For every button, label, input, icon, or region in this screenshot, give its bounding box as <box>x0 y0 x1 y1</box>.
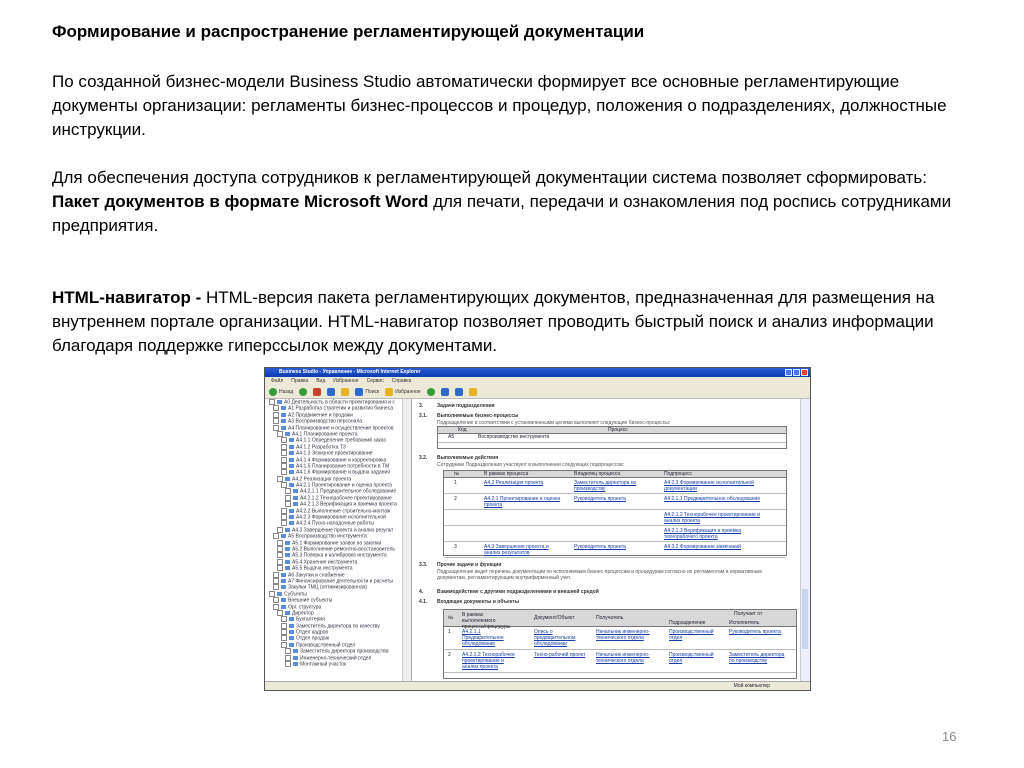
section-4-number: 4. <box>419 589 424 595</box>
col-recipient: Получатель <box>596 615 624 621</box>
table-cell[interactable]: А4.2.1.2 Технорабочее проектирование и анализ проекта <box>462 652 515 670</box>
folder-icon <box>289 438 294 442</box>
expand-icon[interactable] <box>273 418 279 424</box>
navigation-tree <box>265 399 412 681</box>
table-cell[interactable]: Заместитель директора по производству <box>574 480 637 492</box>
folder-icon <box>281 406 286 410</box>
table-row <box>444 542 786 558</box>
search-icon <box>355 388 363 396</box>
section-32-number: 3.2. <box>419 455 428 461</box>
folder-icon <box>289 617 294 621</box>
folder-icon <box>469 388 477 396</box>
tree-item-label: Внешние субъекты <box>288 597 333 604</box>
table-cell: 2 <box>454 496 457 502</box>
document-content <box>413 399 800 681</box>
table-cell[interactable]: Руководитель проекта <box>729 629 781 635</box>
folder-icon <box>285 547 290 551</box>
incoming-table-header <box>444 610 796 630</box>
expand-icon[interactable] <box>285 501 291 507</box>
tree-item-label: А6 Закупки и снабжение <box>288 571 345 578</box>
folder-icon <box>285 432 290 436</box>
section-33-note: Подразделение ведет перечень документации по исполняемым бизнес-процессам и процедурам согласно их регламентам и нормативным документам, регламентирующим внутрифирменный учет. <box>437 569 762 581</box>
tree-item-label: Производственный отдел <box>296 642 356 649</box>
folder-icon <box>285 528 290 532</box>
expand-icon[interactable] <box>277 546 283 552</box>
folder-icon <box>293 502 298 506</box>
table-cell: 2 <box>448 652 451 658</box>
html-navigator-screenshot <box>264 367 811 691</box>
expand-icon[interactable] <box>277 559 283 565</box>
forward-button <box>299 388 307 396</box>
tree-item-label: А5.1 Формирование заявок на закупки <box>292 539 382 546</box>
browser-toolbar <box>265 385 810 399</box>
menu-item-edit: Правка <box>291 378 309 384</box>
expand-icon[interactable] <box>285 661 291 667</box>
paragraph-document-package <box>52 166 982 238</box>
tree-item-label: А2 Продвижение и продажи <box>288 412 353 419</box>
back-button: Назад <box>269 388 293 396</box>
refresh-button <box>327 388 335 396</box>
table-row <box>444 510 786 526</box>
tree-item-label: А4.2 Реализация проекта <box>292 476 352 483</box>
folder-icon <box>285 477 290 481</box>
table-cell[interactable]: А4.2.1 Проектирование и оценка проекта <box>484 496 561 508</box>
section-41-number: 4.1. <box>419 599 428 605</box>
table-cell[interactable]: Производственный отдел <box>669 629 714 641</box>
actions-table <box>443 470 787 556</box>
tree-item-label: А4.1 Планирование проекта <box>292 431 358 438</box>
folder-icon <box>289 643 294 647</box>
table-cell[interactable]: А4.2.1.1 Предварительное обследование <box>664 496 761 502</box>
expand-icon[interactable] <box>277 565 283 571</box>
tree-item[interactable] <box>265 405 411 411</box>
col-within-process: В рамках выполняемого процесса/процедуры <box>462 612 511 630</box>
table-cell[interactable]: Руководитель проекта <box>574 496 626 502</box>
expand-icon[interactable] <box>281 469 287 475</box>
folder-icon <box>281 426 286 430</box>
menu-item-file: Файл <box>271 378 284 384</box>
col-subprocess: Подпроцесс <box>664 471 693 477</box>
folder-icon <box>281 534 286 538</box>
folder-icon <box>281 585 286 589</box>
folder-icon <box>277 592 282 596</box>
section-33-title: Прочие задачи и функции <box>437 562 502 568</box>
tree-item-label: Бухгалтерия <box>296 616 325 623</box>
tree-item-label: А5.3 Поверка и калибровка инструмента <box>292 552 387 559</box>
tree-item-label: Орг. структура <box>288 603 322 610</box>
processes-table <box>437 426 787 449</box>
expand-icon[interactable] <box>285 648 291 654</box>
table-row <box>444 650 796 673</box>
tree-item-label: А5.5 Выдача инструмента <box>292 565 353 572</box>
expand-icon[interactable] <box>273 425 279 431</box>
folder-icon <box>289 624 294 628</box>
expand-icon[interactable] <box>269 591 275 597</box>
tree-item-label: А4.2.1.3 Верификация и приемка проекта <box>300 501 397 508</box>
tree-item-label: А4.1.1 Определение требований заказ <box>296 437 386 444</box>
status-bar: Мой компьютер <box>265 681 810 690</box>
paragraph3-bold: HTML-навигатор - <box>52 288 207 307</box>
folder-icon <box>293 656 298 660</box>
tree-item-label: А4.2.1.2 Технорабочее проектирование <box>300 495 392 502</box>
incoming-documents-table <box>443 609 797 679</box>
tree-item-label: А1 Разработка стратегии и развития бизнеса <box>288 405 393 412</box>
expand-icon[interactable] <box>281 629 287 635</box>
tree-item-label: А4.2.4 Пуско-наладочные работы <box>296 520 375 527</box>
paragraph2-intro: Для обеспечения доступа сотрудников к регламентирующей документации система позволяет сформировать: <box>52 168 927 187</box>
menu-item-view: Вид <box>316 378 326 384</box>
col-owner: Владелец процесса <box>574 471 621 477</box>
folder-icon <box>285 566 290 570</box>
expand-icon[interactable] <box>281 642 287 648</box>
folder-icon <box>281 598 286 602</box>
col-executor: Исполнитель <box>729 620 760 626</box>
section-32-note: Сотрудники Подразделения участвуют в выполнении следующих подпроцессов: <box>437 462 625 468</box>
folder-icon <box>289 451 294 455</box>
tree-item[interactable] <box>265 469 411 475</box>
cell-process: Воспроизводство инструмента <box>478 434 550 440</box>
expand-icon[interactable] <box>281 457 287 463</box>
section-3-title: Задачи подразделения <box>437 403 495 409</box>
folder-icon <box>281 419 286 423</box>
table-cell[interactable]: Начальник инженерно-технического отдела <box>596 652 650 664</box>
content-scrollbar <box>800 399 810 681</box>
tree-scrollbar[interactable] <box>402 399 411 681</box>
tree-item-label: А4.2.1.1 Предварительное обследование <box>300 488 397 495</box>
tree-item-label: А4.1.5 Планирование потребности в ТМ <box>296 463 390 470</box>
tree-item-label: Закупки ТМЦ (оптимизированная) <box>288 584 368 591</box>
actions-table-header <box>444 471 786 478</box>
menu-item-help: Справка <box>391 378 412 384</box>
tree-item-label: Отдел кадров <box>296 629 329 636</box>
window-controls <box>785 369 808 376</box>
table-cell: 1 <box>448 629 451 635</box>
col-number: № <box>454 471 460 477</box>
tree-item-label: А4.1.3 Эскизное проектирование <box>296 450 373 457</box>
table-row <box>444 478 786 494</box>
section-4-title: Взаимодействие с другими подразделениями и внешней средой <box>437 589 599 595</box>
col-no: № <box>448 615 454 621</box>
expand-icon[interactable] <box>273 584 279 590</box>
folder-icon <box>281 605 286 609</box>
folder-icon <box>289 445 294 449</box>
table-row <box>444 526 786 542</box>
expand-icon[interactable] <box>285 495 291 501</box>
table-cell[interactable]: А4.2.1.2 Технорабочее проектирование и анализ проекта <box>664 512 760 524</box>
expand-icon[interactable] <box>281 444 287 450</box>
folder-icon <box>285 553 290 557</box>
table-cell[interactable]: А4.3 Завершение проекта и анализ результатов <box>484 544 549 556</box>
expand-icon[interactable] <box>281 450 287 456</box>
tree-item-label: А5.2 Выполнение ремонтно-восстановитель <box>292 546 395 553</box>
expand-icon[interactable] <box>281 508 287 514</box>
home-icon <box>341 388 349 396</box>
folder-button <box>469 388 477 396</box>
table-cell[interactable]: А4.2.1.3 Верификация и приемка технорабочего проекта <box>664 528 742 540</box>
folder-icon <box>289 630 294 634</box>
table-cell[interactable]: Опись о предварительном обследовании <box>534 629 576 647</box>
expand-icon[interactable] <box>273 405 279 411</box>
section-32-title: Выполняемые действия <box>437 455 499 461</box>
folder-icon <box>293 496 298 500</box>
expand-icon[interactable] <box>281 520 287 526</box>
folder-icon <box>293 489 298 493</box>
folder-icon <box>289 470 294 474</box>
tree-item-label: А4.1.6 Формирование и выдача задания <box>296 469 390 476</box>
table-cell[interactable]: Начальник инженерно-технического отдела <box>596 629 650 641</box>
scrollbar-thumb <box>802 589 808 649</box>
table-cell[interactable]: А4.2 Реализация проекта <box>484 480 544 486</box>
expand-icon[interactable] <box>281 482 287 488</box>
tree-item-label: А5.4 Хранение инструмента <box>292 559 358 566</box>
expand-icon[interactable] <box>277 476 283 482</box>
tree-item-label: Субъекты <box>284 591 307 598</box>
expand-icon[interactable] <box>281 437 287 443</box>
table-cell[interactable]: А4.2.1.1 Предварительное обследование <box>462 629 504 647</box>
home-button <box>341 388 349 396</box>
tree-item-label: А3 Воспроизводство персонала <box>288 418 363 425</box>
expand-icon[interactable] <box>269 399 275 405</box>
expand-icon[interactable] <box>273 604 279 610</box>
folder-icon <box>289 521 294 525</box>
table-cell[interactable]: А4.2.3 Формирование исполнительной документации <box>664 480 754 492</box>
col-code: Код <box>458 427 467 433</box>
table-cell[interactable]: Руководитель проекта <box>574 544 626 550</box>
folder-icon <box>281 579 286 583</box>
minimize-icon <box>785 369 792 376</box>
search-button: Поиск <box>355 388 379 396</box>
col-in-process: В рамках процесса <box>484 471 529 477</box>
folder-icon <box>281 573 286 577</box>
expand-icon[interactable] <box>277 431 283 437</box>
window-title: Business Studio - Управление - Microsoft Internet Explorer <box>265 368 810 377</box>
expand-icon[interactable] <box>273 578 279 584</box>
folder-icon <box>277 400 282 404</box>
expand-icon[interactable] <box>273 412 279 418</box>
tree-item[interactable] <box>265 425 411 431</box>
paragraph2-bold: Пакет документов в формате Microsoft Word <box>52 192 429 211</box>
tree-item-label: Монтажный участок <box>300 661 347 668</box>
folder-icon <box>289 509 294 513</box>
folder-icon <box>285 611 290 615</box>
refresh-icon <box>327 388 335 396</box>
tree-item-label: Заместитель директора производства <box>300 648 389 655</box>
tree-item-label: Отдел продаж <box>296 635 330 642</box>
section-3-number: 3. <box>419 403 424 409</box>
media-button <box>427 388 435 396</box>
stop-button <box>313 388 321 396</box>
expand-icon[interactable] <box>281 463 287 469</box>
forward-icon <box>299 388 307 396</box>
paragraph-html-navigator <box>52 286 982 358</box>
table-row <box>438 434 786 443</box>
print-icon <box>455 388 463 396</box>
table-cell[interactable]: Техно-рабочий проект <box>534 652 586 658</box>
tree-item-label: А7 Финансирование деятельности и расчеты <box>288 578 393 585</box>
table-row <box>444 627 796 650</box>
table-cell[interactable]: А4.3.2 Формирование замечаний <box>664 544 741 550</box>
mail-icon <box>441 388 449 396</box>
folder-icon <box>289 636 294 640</box>
expand-icon[interactable] <box>277 527 283 533</box>
cell-code: А5 <box>448 434 455 440</box>
col-received-from: Получает от <box>734 611 763 617</box>
section-33-number: 3.3. <box>419 562 428 568</box>
tree-item-label: А4.2.2 Выполнение строительно-монтаж <box>296 507 391 514</box>
back-icon <box>269 388 277 396</box>
col-document: Документ/Объект <box>534 615 575 621</box>
section-41-title: Входящие документы и объекты <box>437 599 519 605</box>
folder-icon <box>293 662 298 666</box>
expand-icon[interactable] <box>277 552 283 558</box>
expand-icon[interactable] <box>281 514 287 520</box>
tree-item-label: А4.2.3 Формирование исполнительной <box>296 514 386 521</box>
menu-bar <box>265 377 810 385</box>
tree-item-label: Директор <box>292 610 314 617</box>
tree-item-label: Инженерно-технический отдел <box>300 654 372 661</box>
stop-icon <box>313 388 321 396</box>
menu-item-tools: Сервис <box>366 378 384 384</box>
expand-icon[interactable] <box>285 488 291 494</box>
table-row <box>444 494 786 510</box>
expand-icon[interactable] <box>281 635 287 641</box>
expand-icon[interactable] <box>273 597 279 603</box>
table-cell[interactable]: Заместитель директора по производству <box>729 652 785 664</box>
table-cell[interactable]: Производственный отдел <box>669 652 714 664</box>
section-31-title: Выполняемые бизнес-процессы <box>437 413 519 419</box>
tree-item[interactable] <box>265 661 411 667</box>
processes-table-header <box>438 427 786 434</box>
folder-icon <box>285 560 290 564</box>
mail-button <box>441 388 449 396</box>
folder-icon <box>293 649 298 653</box>
maximize-icon <box>793 369 800 376</box>
expand-icon[interactable] <box>273 572 279 578</box>
folder-icon <box>289 483 294 487</box>
tree-item-label: А4.1.2 Разработка ТЗ <box>296 444 346 451</box>
expand-icon[interactable] <box>277 540 283 546</box>
favorites-button: Избранное <box>385 388 420 396</box>
col-process: Процесс <box>608 427 628 433</box>
tree-item-label: Заместитель директора по качеству <box>296 623 380 629</box>
paragraph2-rest: для печати, передачи и ознакомления под роспись сотрудниками предприятия. <box>52 192 952 235</box>
tree-item-label: А4 Планирование и осуществление проектов <box>288 424 394 431</box>
section-31-note: Подразделение в соответствии с установленными целями выполняет следующие бизнес-процессы: <box>437 420 671 426</box>
folder-icon <box>289 464 294 468</box>
folder-icon <box>285 541 290 545</box>
expand-icon[interactable] <box>273 533 279 539</box>
tree-item-label: А5 Воспроизводство инструмента <box>288 533 367 540</box>
menu-item-favorites: Избранное <box>333 378 359 384</box>
page-number: 16 <box>942 729 957 744</box>
expand-icon[interactable] <box>277 610 283 616</box>
paragraph3-rest: HTML-версия пакета регламентирующих документов, предназначенная для размещения на внутреннем портале организации. HTML-навигатор позволяет проводить быстрый поиск и анализ информации благодаря поддержке гиперссылок между документами. <box>52 288 935 355</box>
print-button <box>455 388 463 396</box>
expand-icon[interactable] <box>281 623 287 629</box>
folder-icon <box>281 413 286 417</box>
slide-title: Формирование и распространение регламентирующей документации <box>52 22 645 41</box>
col-department: Подразделение <box>669 620 706 626</box>
close-icon <box>801 369 808 376</box>
expand-icon[interactable] <box>281 616 287 622</box>
table-cell: 3 <box>454 544 457 550</box>
section-31-number: 3.1. <box>419 413 428 419</box>
tree-item-label: А0 Деятельность в области проектирования и с <box>284 399 395 406</box>
folder-icon <box>289 515 294 519</box>
media-icon <box>427 388 435 396</box>
table-cell: 1 <box>454 480 457 486</box>
tree-item-label: А4.1.4 Формирование и корректировка <box>296 456 387 463</box>
folder-icon <box>289 458 294 462</box>
expand-icon[interactable] <box>285 655 291 661</box>
star-icon <box>385 388 393 396</box>
paragraph-business-studio: По созданной бизнес-модели Business Studio автоматически формирует все основные регламентирующие документы организации: регламенты бизнес-процессов и процедур, положения о подразделениях, должностные инструкции. <box>52 72 947 139</box>
tree-item-label: А4.2.1 Проектирование и оценка проекта <box>296 482 392 489</box>
tree-item-label: А4.3 Завершение проекта и анализ результ <box>292 527 394 534</box>
